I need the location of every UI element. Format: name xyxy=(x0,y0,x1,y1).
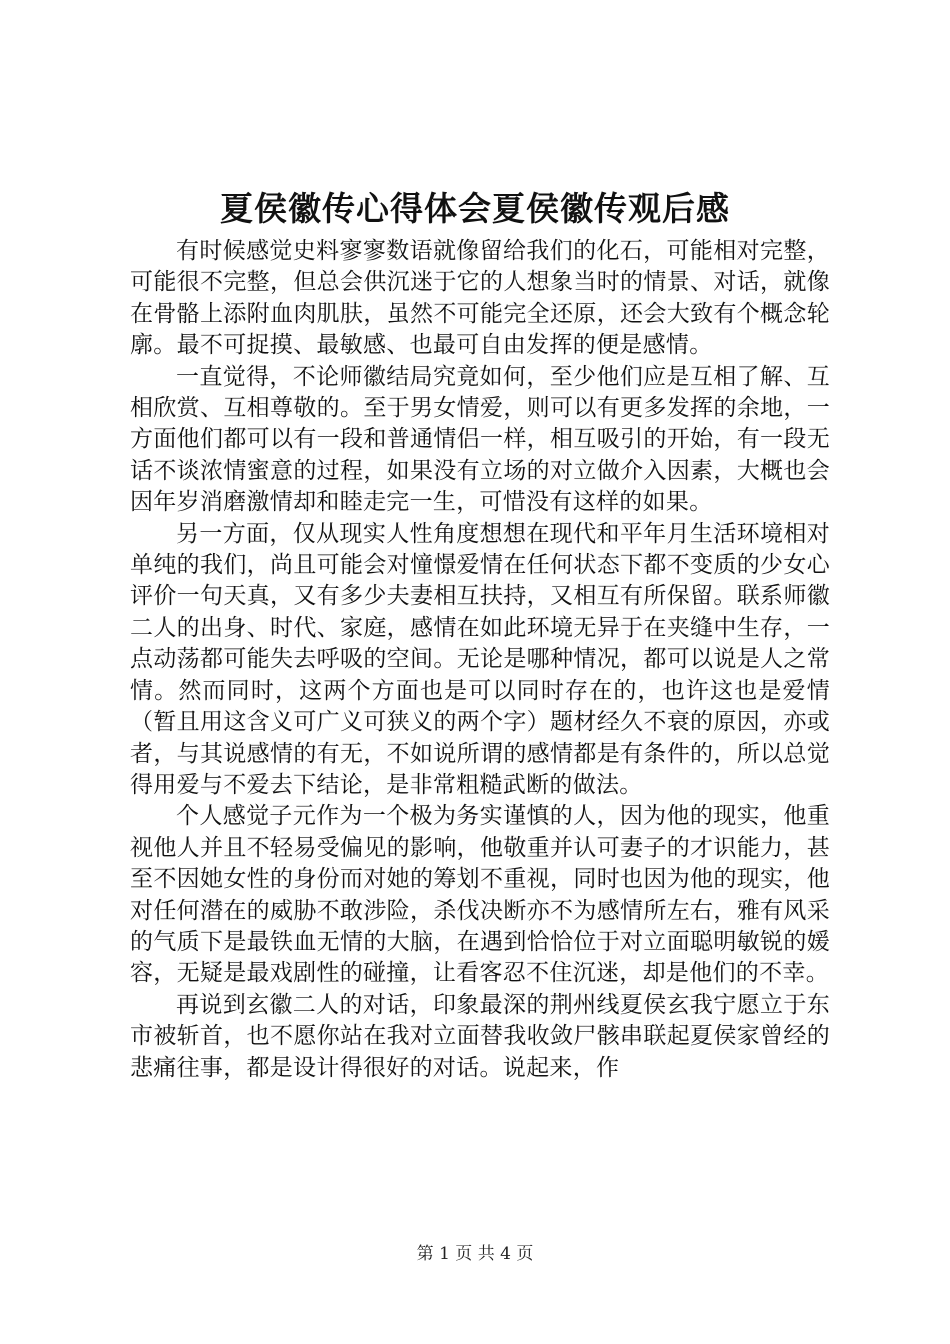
paragraph-5: 再说到玄徽二人的对话，印象最深的荆州线夏侯玄我宁愿立于东市被斩首，也不愿你站在我对立面替我收敛尸骸串联起夏侯家曾经的悲痛往事，都是设计得很好的对话。说起来，作 xyxy=(130,991,830,1081)
document-body xyxy=(130,236,830,1084)
document-title: 夏侯徽传心得体会夏侯徽传观后感 xyxy=(220,189,730,228)
page-number-footer: 第 1 页 共 4 页 xyxy=(416,1244,534,1264)
paragraph-2: 一直觉得，不论师徽结局究竟如何，至少他们应是互相了解、互相欣赏、互相尊敬的。至于男女情爱，则可以有更多发挥的余地，一方面他们都可以有一段和普通情侣一样，相互吸引的开始，有一段无话不谈浓情蜜意的过程，如果没有立场的对立做介入因素，大概也会因年岁消磨激情却和睦走完一生，可惜没有这样的如果。 xyxy=(130,363,830,516)
paragraph-1: 有时候感觉史料寥寥数语就像留给我们的化石，可能相对完整，可能很不完整，但总会供沉迷于它的人想象当时的情景、对话，就像在骨骼上添附血肉肌肤，虽然不可能完全还原，还会大致有个概念轮廓。最不可捉摸、最敏感、也最可自由发挥的便是感情。 xyxy=(130,238,830,359)
paragraph-3: 另一方面，仅从现实人性角度想想在现代和平年月生活环境相对单纯的我们，尚且可能会对憧憬爱情在任何状态下都不变质的少女心评价一句天真，又有多少夫妻相互扶持，又相互有所保留。联系师徽二人的出身、时代、家庭，感情在如此环境无异于在夹缝中生存，一点动荡都可能失去呼吸的空间。无论是哪种情况，都可以说是人之常情。然而同时，这两个方面也是可以同时存在的，也许这也是爱情（暂且用这含义可广义可狭义的两个字）题材经久不衰的原因，亦或者，与其说感情的有无，不如说所谓的感情都是有条件的，所以总觉得用爱与不爱去下结论，是非常粗糙武断的做法。 xyxy=(130,520,830,798)
paragraph-4: 个人感觉子元作为一个极为务实谨慎的人，因为他的现实，他重视他人并且不轻易受偏见的影响，他敬重并认可妻子的才识能力，甚至不因她女性的身份而对她的筹划不重视，同时也因为他的现实，他对任何潜在的威胁不敢涉险，杀伐决断亦不为感情所左右，雅有风采的气质下是最铁血无情的大脑，在遇到恰恰位于对立面聪明敏锐的媛容，无疑是最戏剧性的碰撞，让看客忍不住沉迷，却是他们的不幸。 xyxy=(130,803,830,987)
